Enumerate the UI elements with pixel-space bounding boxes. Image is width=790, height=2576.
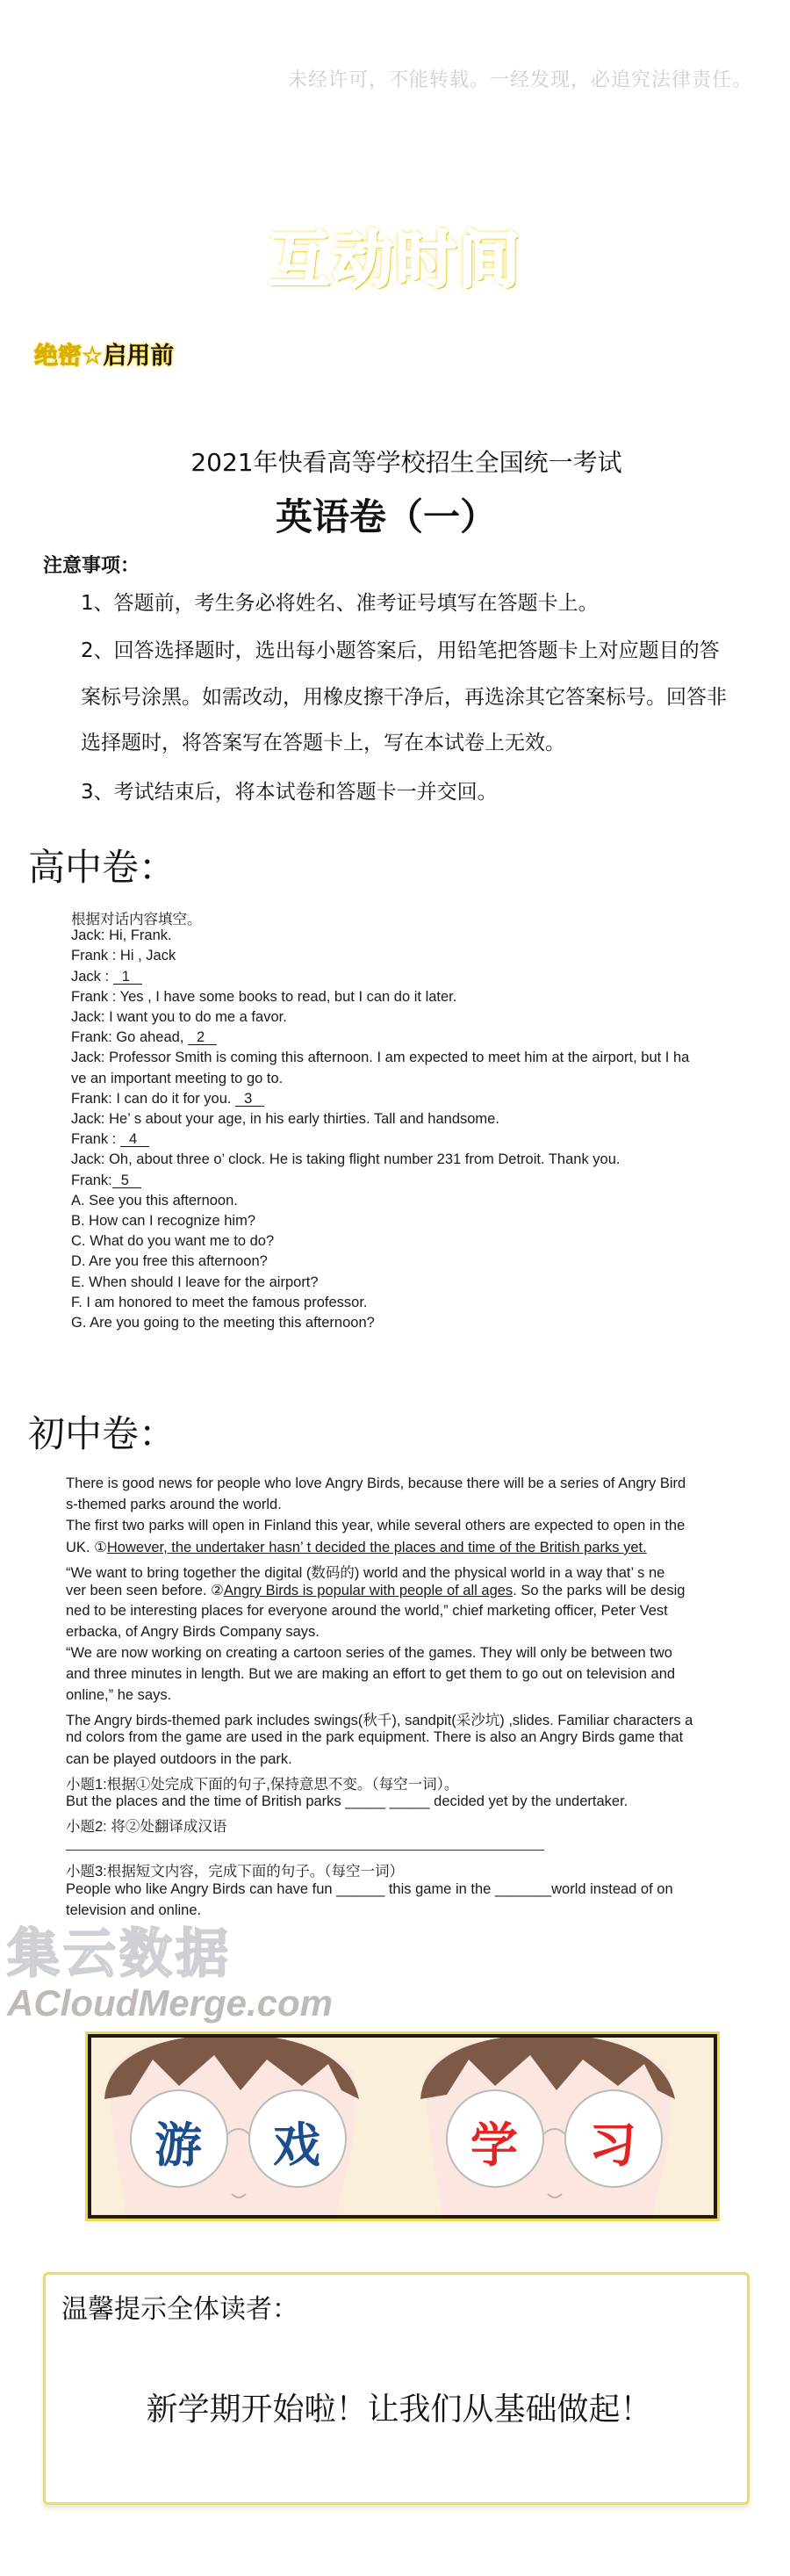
instruction: 根据对话内容填空。 (71, 912, 202, 927)
glasses-char-study-2: 习 (589, 2118, 636, 2173)
dialog-line: Jack: I want you to do me a favor. (71, 1009, 287, 1025)
question-2: 小题2: 将②处翻译成汉语 (66, 1819, 227, 1835)
copyright-watermark: 未经许可，不能转载。一经发现，必追究法律责任。 (288, 69, 753, 91)
answer-line[interactable] (66, 1850, 544, 1851)
confidential-star-text: 绝密☆ (34, 343, 104, 370)
passage-line: The Angry birds-themed park includes swings(秋千), sandpit(采沙坑) ,slides. Familiar characters a (66, 1713, 693, 1728)
question-3: 小题3:根据短文内容，完成下面的句子。（每空一词） (66, 1864, 405, 1880)
underlined-sentence-2: Angry Birds is popular with people of all ages (223, 1583, 514, 1598)
dialog-line: Jack: Hi, Frank. (71, 927, 172, 943)
glasses-char-study-1: 学 (470, 2118, 518, 2173)
notice-line: 选择题时，将答案写在答题卡上，写在本试卷上无效。 (81, 732, 565, 754)
dialog-line: Frank : 4 (71, 1131, 149, 1148)
watermark-en: ACloudMerge.com (7, 1982, 334, 2024)
dialog-line: Frank: I can do it for you. 3 (71, 1091, 264, 1108)
answer-blank[interactable]: 4 (120, 1132, 149, 1147)
game-vs-study-illustration (88, 2034, 717, 2219)
question-1: 小题1:根据①处完成下面的句子,保持意思不变。（每空一词）。 (66, 1777, 459, 1793)
high-school-heading: 高中卷： (28, 846, 176, 889)
passage-line: There is good news for people who love Angry Birds, because there will be a series of Angry Bird (66, 1476, 686, 1491)
passage-line: and three minutes in length. But we are making an effort to get them to go out on television and (66, 1666, 676, 1682)
dialog-line: Frank : Hi , Jack (71, 948, 176, 963)
dialog-line: Frank: Go ahead, 2 (71, 1029, 217, 1046)
passage-line: UK. ①However, the undertaker hasn’ t decided the places and time of the British parks yet. (66, 1540, 647, 1555)
option-item: D. Are you free this afternoon? (71, 1253, 268, 1269)
passage-line: “We are now working on creating a cartoon series of the games. They will only be between two (66, 1645, 672, 1661)
notice-line: 1、答题前，考生务必将姓名、准考证号填写在答题卡上。 (81, 592, 599, 615)
notice-line: 案标号涂黑。如需改动，用橡皮擦干净后，再选涂其它答案标号。回答非 (81, 686, 727, 709)
question-3-sentence: People who like Angry Birds can have fun ______ this game in the _______world instead of on (66, 1881, 673, 1897)
site-watermark-logo (7, 1925, 332, 2024)
exam-title: 2021年快看高等学校招生全国统一考试 (190, 448, 622, 477)
dialog-line: Jack: Oh, about three o’ clock. He is taking flight number 231 from Detroit. Thank you. (71, 1151, 621, 1167)
glasses-char-game-1: 游 (154, 2118, 202, 2173)
underlined-sentence-1: However, the undertaker hasn’ t decided the places and time of the British parks yet. (106, 1540, 647, 1555)
option-item: E. When should I leave for the airport? (71, 1274, 319, 1290)
notice-heading: 注意事项： (43, 555, 140, 577)
option-item: A. See you this afternoon. (71, 1193, 238, 1209)
passage-line: nd colors from the game are used in the park equipment. There is also an Angry Birds game that (66, 1729, 684, 1745)
option-item: B. How can I recognize him? (71, 1213, 256, 1229)
passage-line: ned to be interesting places for everyone around the world,” chief marketing officer, Peter Vest (66, 1603, 668, 1619)
glasses-char-game-2: 戏 (273, 2118, 320, 2173)
answer-blank[interactable]: 3 (235, 1092, 264, 1107)
answer-blank[interactable]: 2 (188, 1030, 217, 1045)
notice-line: 3、考试结束后，将本试卷和答题卡一并交回。 (81, 781, 498, 804)
dialog-line: Jack: Professor Smith is coming this afternoon. I am expected to meet him at the airport, but I ha (71, 1050, 690, 1065)
passage-line: can be played outdoors in the park. (66, 1751, 292, 1767)
option-item: C. What do you want me to do? (71, 1233, 275, 1249)
question-3-sentence: television and online. (66, 1902, 202, 1918)
passage-line: “We want to bring together the digital (数码的) world and the physical world in a way that’ s ne (66, 1565, 665, 1581)
paper-title: 英语卷（一） (275, 495, 497, 538)
before-use-text: 启用前 (103, 343, 175, 370)
reader-tip-box (43, 2272, 750, 2505)
passage-line: ver been seen before. ②Angry Birds is popular with people of all ages. So the parks will be desig (66, 1583, 686, 1598)
notice-line: 2、回答选择题时，选出每小题答案后，用铅笔把答题卡上对应题目的答 (81, 639, 720, 662)
dialog-line: Jack: He’ s about your age, in his early thirties. Tall and handsome. (71, 1111, 499, 1127)
passage-line: online,” he says. (66, 1687, 172, 1703)
interactive-time-title: 互动时间 (269, 224, 521, 296)
passage-line: The first two parks will open in Finland this year, while several others are expected to open in the (66, 1518, 686, 1533)
junior-heading: 初中卷： (28, 1412, 176, 1455)
passage-line: s-themed parks around the world. (66, 1497, 282, 1512)
watermark-cn: 集云数据 (7, 1923, 232, 1985)
dialog-line: Frank : Yes , I have some books to read, but I can do it later. (71, 989, 457, 1005)
question-1-sentence: But the places and the time of British parks _____ _____ decided yet by the undertaker. (66, 1793, 628, 1809)
tip-message: 新学期开始啦！让我们从基础做起！ (146, 2392, 652, 2428)
option-item: G. Are you going to the meeting this afternoon? (71, 1315, 375, 1331)
passage-line: erbacka, of Angry Birds Company says. (66, 1624, 320, 1640)
dialog-line: Jack : 1 (71, 969, 142, 985)
dialog-line: ve an important meeting to go to. (71, 1071, 284, 1086)
dialog-line: Frank: 5 (71, 1173, 141, 1189)
confidential-label (34, 336, 174, 371)
answer-blank[interactable]: 5 (112, 1173, 141, 1188)
option-item: F. I am honored to meet the famous professor. (71, 1295, 368, 1310)
answer-blank[interactable]: 1 (113, 970, 142, 985)
tip-heading: 温馨提示全体读者： (61, 2294, 298, 2325)
